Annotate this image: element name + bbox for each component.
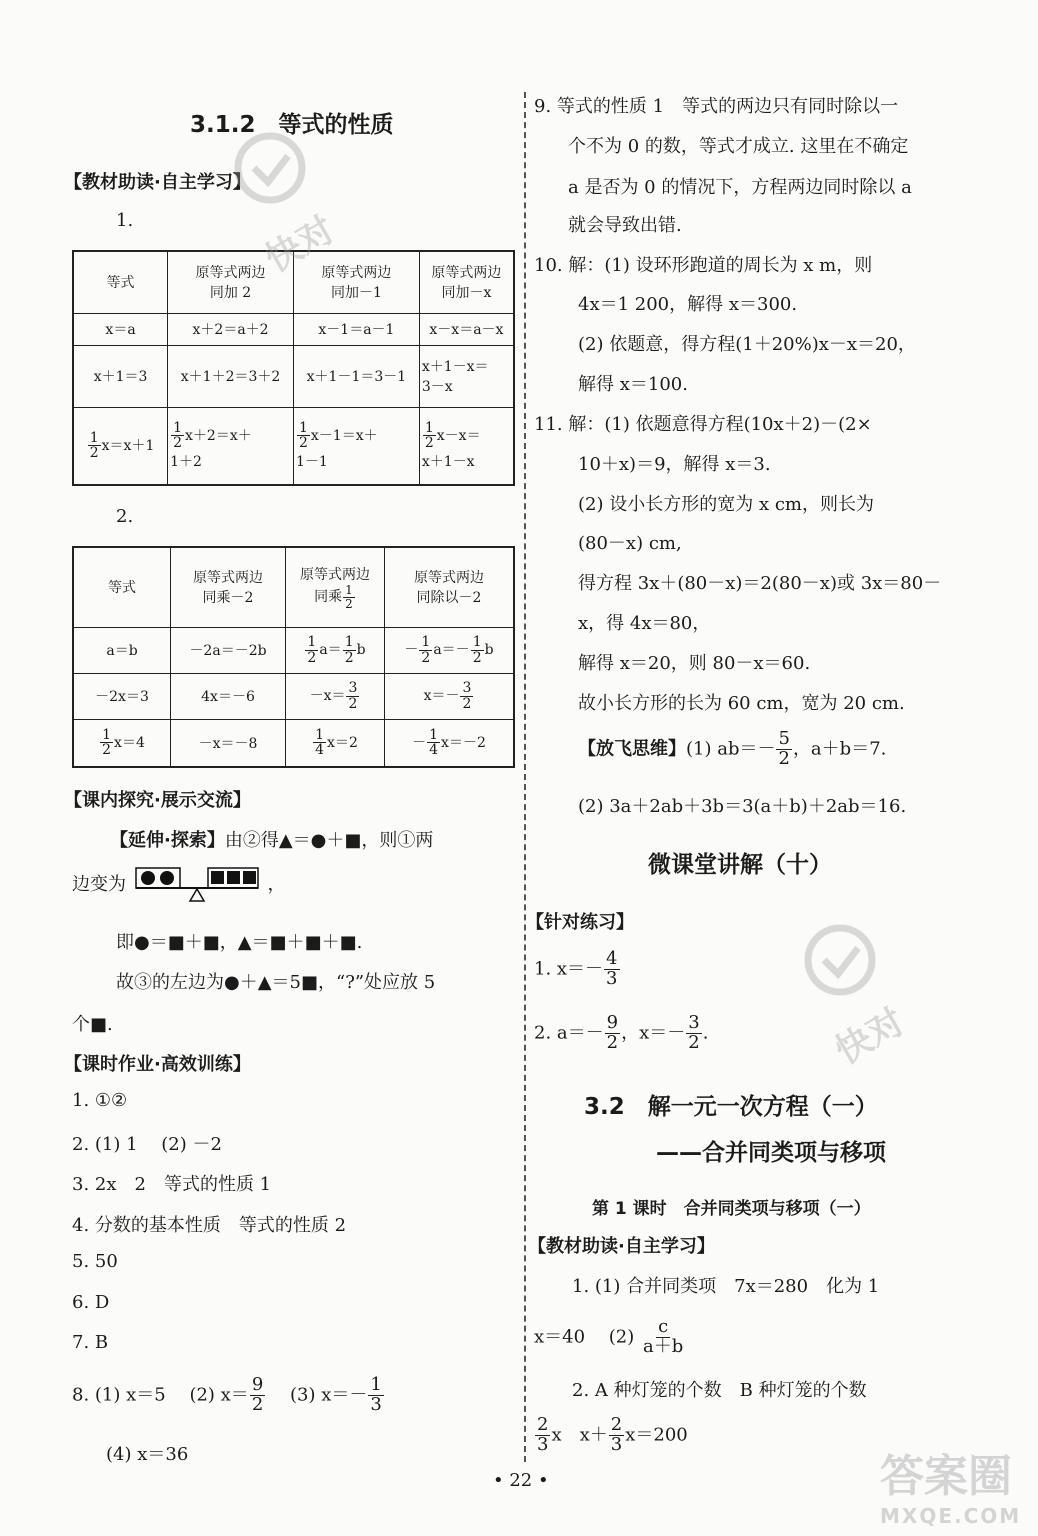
lesson-answer-1b: x＝40 (2) $\frac{c}{a+b}$ [534, 1316, 684, 1357]
t1-header: 原等式两边 同加－1 [293, 251, 419, 313]
answer-4: 4. 分数的基本性质 等式的性质 2 [72, 1215, 347, 1236]
answer-10-line: 解得 x＝100. [578, 374, 688, 395]
answer-9-line: 就会导致出错. [568, 215, 682, 236]
t1-cell: x＋2＝a＋2 [168, 313, 294, 345]
question-1-label: 1. [116, 210, 134, 231]
section-label-4: 【教材助读·自主学习】 [528, 1236, 715, 1257]
answer-9-line: 9. 等式的性质 1 等式的两边只有同时除以一 [534, 96, 899, 117]
answer-10-line: 4x＝1 200，解得 x＝300. [578, 294, 798, 315]
answer-11-line: x，得 4x＝80， [578, 613, 711, 634]
section-label-2: 【课内探究·展示交流】 [64, 790, 251, 811]
t2-header: 原等式两边 同乘－2 [171, 547, 286, 627]
extension-line-2: 边变为 ， [72, 866, 285, 904]
lesson-answer-1: 1. (1) 合并同类项 7x＝280 化为 1 [572, 1276, 880, 1297]
answer-9-line: 个不为 0 的数，等式才成立. 这里在不确定 [568, 136, 909, 157]
t1-cell: x＝a [73, 313, 168, 345]
brand-watermark: 答案圈 MXQE.COM [880, 1451, 1022, 1528]
answer-3: 3. 2x 2 等式的性质 1 [72, 1174, 272, 1195]
answer-11-line: 得方程 3x＋(80－x)＝2(80－x)或 3x＝80－ [578, 573, 942, 594]
answer-11-line: 解得 x＝20，则 80－x＝60. [578, 653, 811, 674]
balance-scale [132, 866, 262, 904]
answer-1: 1. ①② [72, 1090, 128, 1111]
t1-cell: $\frac{1}{2}$ x＝x＋1 [73, 407, 168, 485]
section-label-3: 【课时作业·高效训练】 [64, 1054, 251, 1075]
t1-cell: x＋1－1＝3－1 [293, 345, 419, 407]
t2-cell: $\frac{1}{4}$ x＝2 [286, 719, 385, 767]
t2-cell: － $\frac{1}{2}$ a＝－ $\frac{1}{2}$ b [385, 627, 515, 673]
practice-answer-1: 1. x＝－ $\frac{4}{3}$ [534, 948, 618, 989]
t2-header: 原等式两边 同除以－2 [385, 547, 515, 627]
t1-cell: $\frac{1}{2}$ x－1＝x＋ 1－1 [293, 407, 419, 485]
t1-header: 等式 [73, 251, 168, 313]
answer-8: 8. (1) x＝5 (2) x＝ $\frac{9}{2}$ (3) x＝－ $\frac{1}{3}$ [72, 1374, 382, 1415]
t1-header: 原等式两边 同加 2 [168, 251, 294, 313]
lesson-title: 第 1 课时 合并同类项与移项（一） [592, 1199, 871, 1219]
column-divider [524, 92, 526, 1462]
t2-cell: －x＝－8 [171, 719, 286, 767]
t2-cell: $\frac{1}{2}$ a＝ $\frac{1}{2}$ b [286, 627, 385, 673]
lesson-answer-2: 2. A 种灯笼的个数 B 种灯笼的个数 [572, 1380, 867, 1401]
t2-header: 原等式两边 同乘 $\frac{1}{2}$ [286, 547, 385, 627]
fangfei-line-1: 【放飞思维】(1) ab＝－ $\frac{5}{2}$ ，a＋b＝7. [578, 728, 887, 769]
lesson-answer-2b: $\frac{2}{3}$ x x＋ $\frac{2}{3}$ x＝200 [537, 1414, 688, 1455]
answer-2: 2. (1) 1 (2) －2 [72, 1134, 222, 1155]
t1-cell: $\frac{1}{2}$ x－x＝ x＋1－x [419, 407, 514, 485]
extension-line-4: 故③的左边为●＋▲＝5■，“?”处应放 5 [116, 972, 436, 993]
chapter-subheading: ——合并同类项与移项 [656, 1140, 886, 1166]
t2-cell: －2a＝－2b [171, 627, 286, 673]
t1-cell: x＋1－x＝ 3－x [419, 345, 514, 407]
t1-cell: x－1＝a－1 [293, 313, 419, 345]
answer-6: 6. D [72, 1292, 110, 1313]
t1-cell: $\frac{1}{2}$ x＋2＝x＋ 1＋2 [168, 407, 294, 485]
watermark-logo-icon [790, 920, 940, 1074]
question-2-label: 2. [116, 506, 134, 527]
weike-heading: 微课堂讲解（十） [648, 852, 832, 878]
extension-line-3: 即●＝■＋■，▲＝■＋■＋■. [116, 932, 363, 953]
answer-9-line: a 是否为 0 的情况下，方程两边同时除以 a [568, 177, 912, 198]
section-label-zhendui: 【针对练习】 [526, 912, 634, 933]
t2-cell: x＝－ $\frac{3}{2}$ [385, 673, 515, 719]
t2-cell: － $\frac{1}{4}$ x＝－2 [385, 719, 515, 767]
equation-table-1 [72, 250, 515, 486]
answer-10-line: (2) 依题意，得方程(1＋20%)x－x＝20， [578, 334, 916, 355]
t1-cell: x－x＝a－x [419, 313, 514, 345]
page-number: • 22 • [493, 1470, 549, 1491]
watermark-text: 快对 [828, 1001, 912, 1070]
answer-7: 7. B [72, 1332, 109, 1353]
answer-8-part-4: (4) x＝36 [106, 1444, 189, 1465]
t1-cell: x＋1＋2＝3＋2 [168, 345, 294, 407]
fangfei-line-2: (2) 3a＋2ab＋3b＝3(a＋b)＋2ab＝16. [578, 796, 907, 817]
t2-cell: a＝b [73, 627, 171, 673]
section-heading: 3.1.2 等式的性质 [190, 112, 394, 138]
chapter-heading: 3.2 解一元一次方程（一） [584, 1094, 878, 1120]
section-label-1: 【教材助读·自主学习】 [64, 172, 251, 193]
answer-5: 5. 50 [72, 1251, 118, 1272]
t2-cell: $\frac{1}{2}$ x＝4 [73, 719, 171, 767]
watermark-logo-icon [220, 128, 370, 282]
t2-cell: －x＝ $\frac{3}{2}$ [286, 673, 385, 719]
t2-header: 等式 [73, 547, 171, 627]
t2-cell: －2x＝3 [73, 673, 171, 719]
answer-11-line: (80－x) cm, [578, 533, 682, 554]
answer-11-line: 故小长方形的长为 60 cm，宽为 20 cm. [578, 693, 905, 714]
t1-cell: x＋1＝3 [73, 345, 168, 407]
extension-line-1: 【延伸·探索】由②得▲＝●＋■，则①两 [110, 830, 434, 851]
equation-table-2 [72, 546, 515, 768]
answer-11-line: 10＋x)＝9，解得 x＝3. [578, 454, 771, 475]
t1-header: 原等式两边 同加－x [419, 251, 514, 313]
answer-11-line: 11. 解：(1) 依题意得方程(10x＋2)－(2× [534, 414, 872, 435]
watermark-text: 快对 [258, 209, 342, 278]
answer-10-line: 10. 解：(1) 设环形跑道的周长为 x m，则 [534, 255, 873, 276]
t2-cell: 4x＝－6 [171, 673, 286, 719]
extension-line-5: 个■. [72, 1014, 113, 1035]
answer-11-line: (2) 设小长方形的宽为 x cm，则长为 [578, 494, 874, 515]
practice-answer-2: 2. a＝－ $\frac{9}{2}$ ，x＝－ $\frac{3}{2}$ . [534, 1012, 709, 1053]
